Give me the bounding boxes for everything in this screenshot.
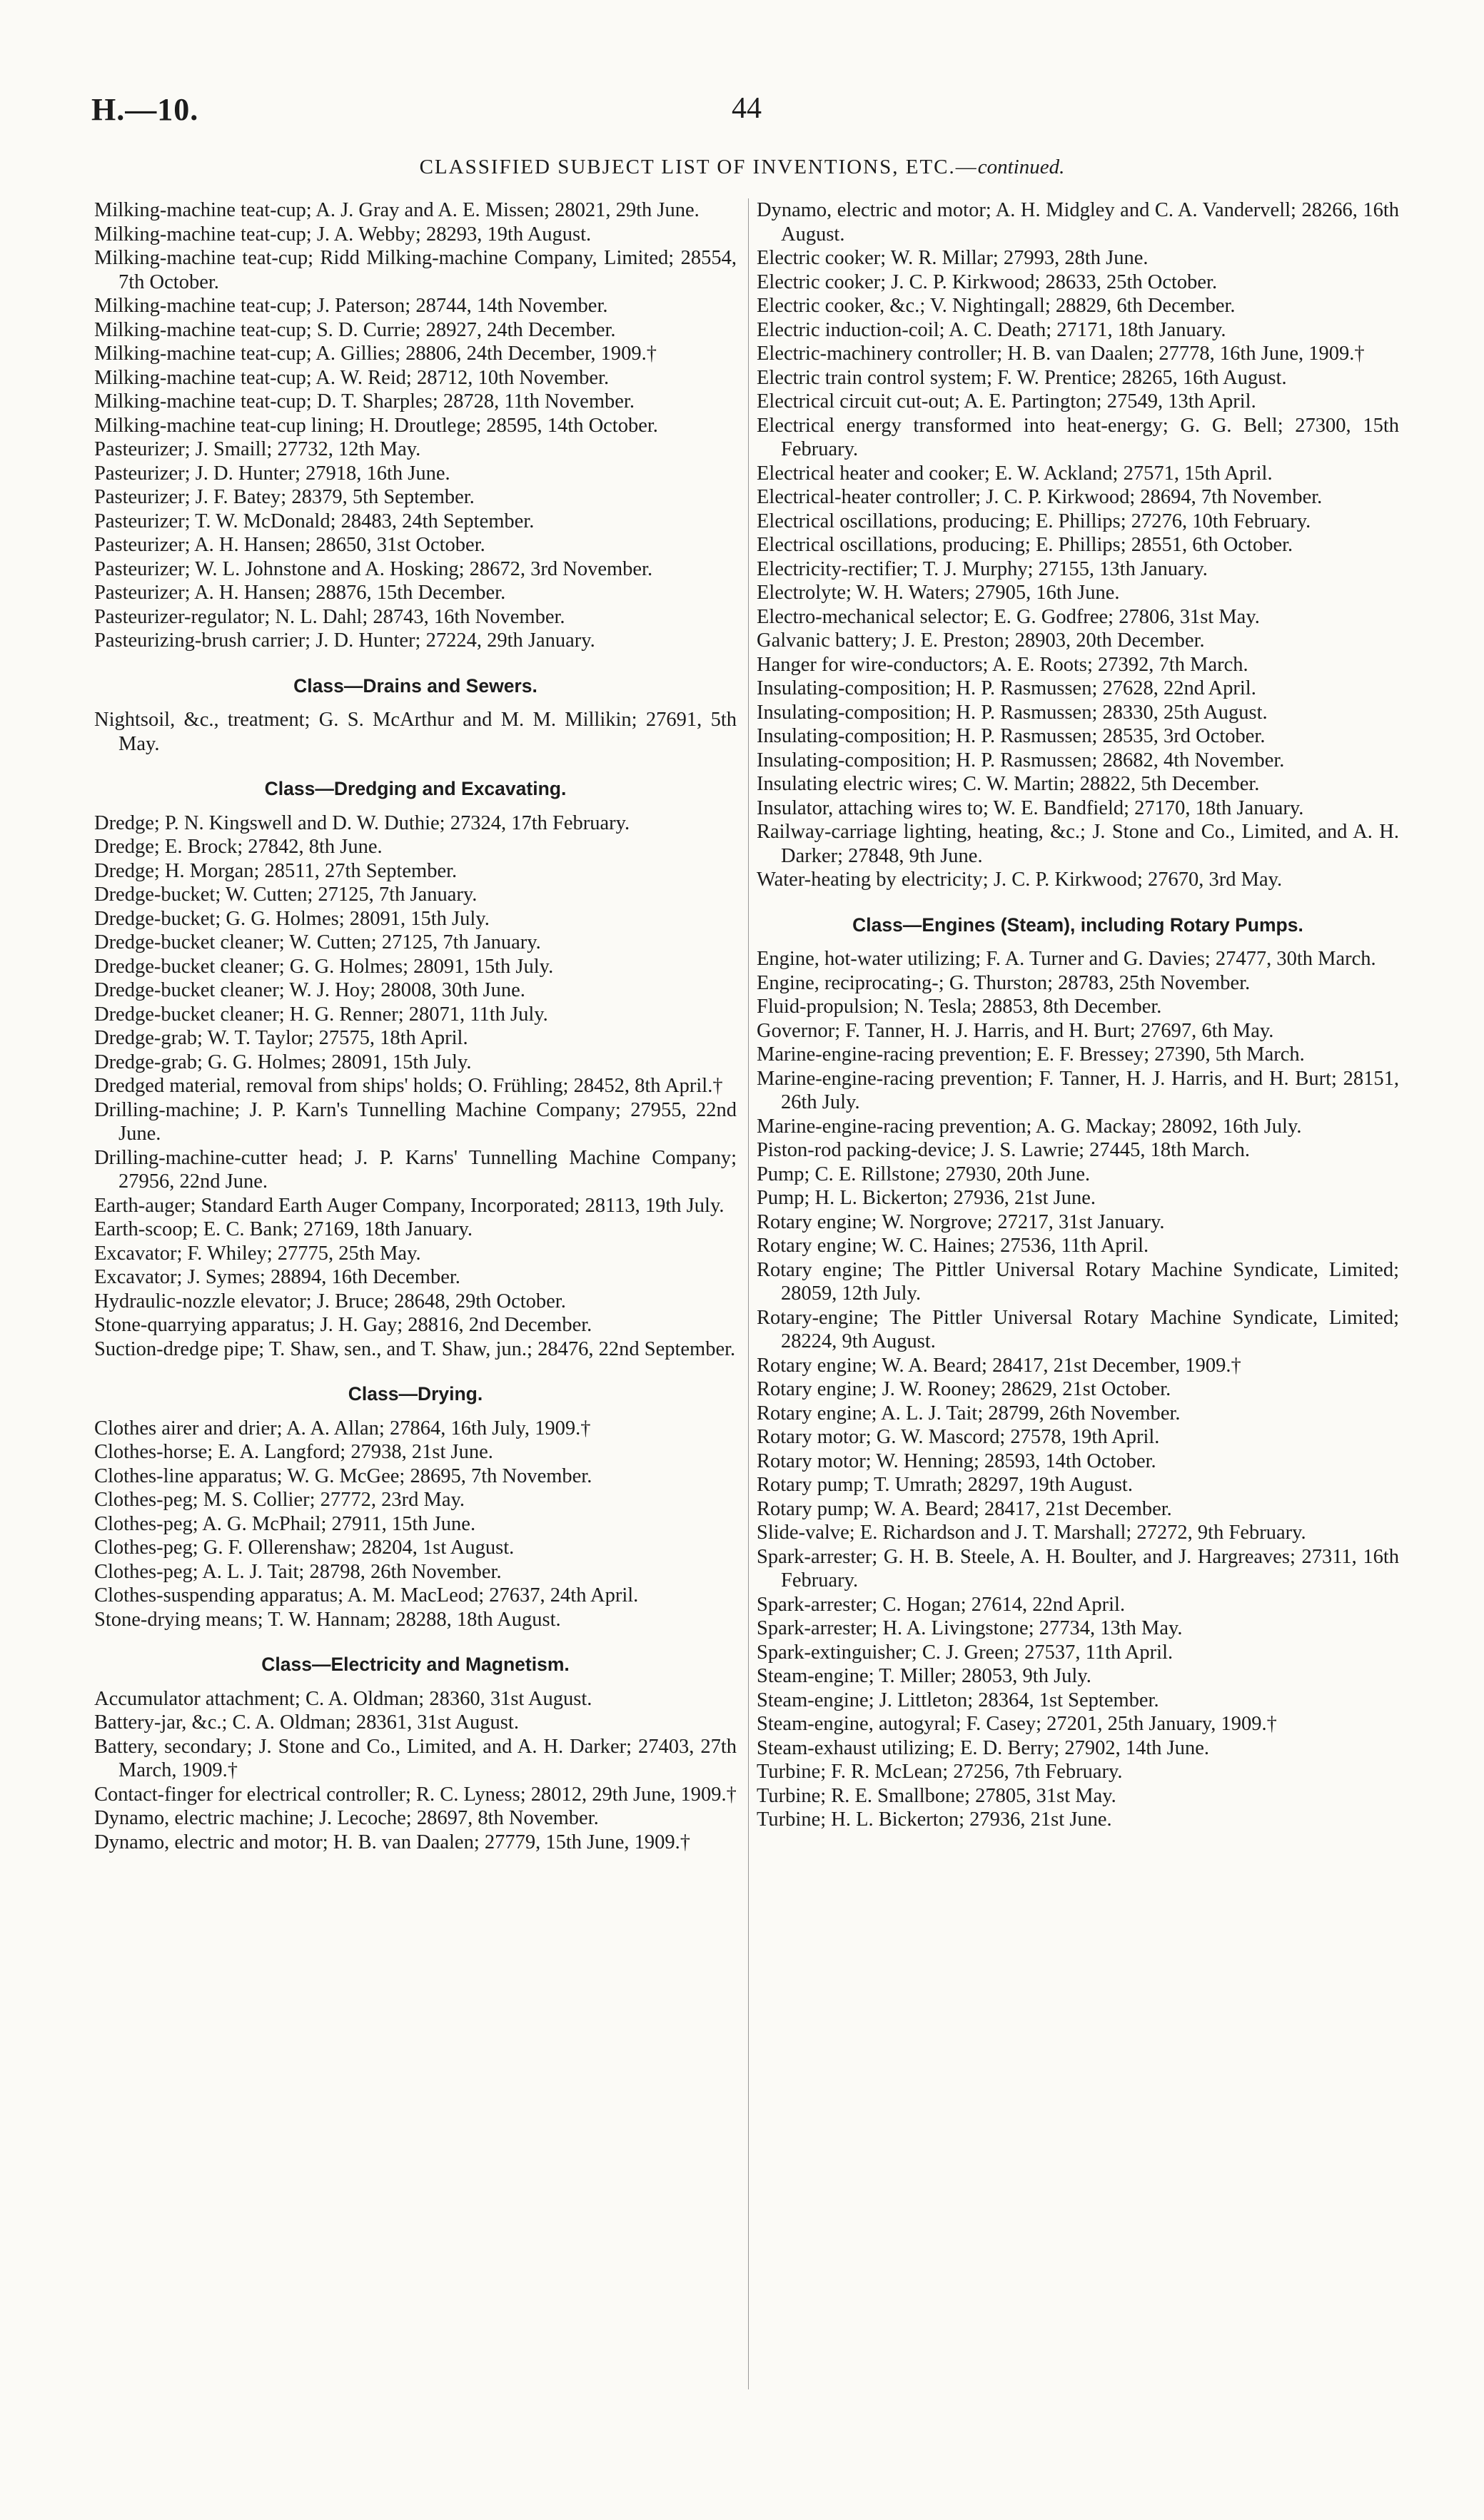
invention-entry: Water-heating by electricity; J. C. P. Kirkwood; 27670, 3rd May. [757,869,1283,891]
invention-entry: Accumulator attachment; C. A. Oldman; 28360, 31st August. [94,1687,592,1710]
invention-entry: Clothes-suspending apparatus; A. M. MacLeod; 27637, 24th April. [94,1584,639,1606]
class-heading: Class—Drying. [348,1383,483,1405]
invention-entry: Dredge-bucket cleaner; H. G. Renner; 28071, 11th July. [94,1003,548,1026]
invention-entry: Clothes-line apparatus; W. G. McGee; 28695, 7th November. [94,1464,592,1487]
invention-entry: Suction-dredge pipe; T. Shaw, sen., and T. Shaw, jun.; 28476, 22nd September. [94,1337,736,1360]
invention-entry: Engine, hot-water utilizing; F. A. Turner and G. Davies; 27477, 30th March. [757,948,1376,970]
invention-entry: Contact-finger for electrical controller; R. C. Lyness; 28012, 29th June, 1909.† [94,1783,737,1806]
invention-entry: Pasteurizing-brush carrier; J. D. Hunter; 27224, 29th January. [94,629,595,652]
invention-entry: Rotary engine; J. W. Rooney; 28629, 21st October. [757,1378,1171,1400]
invention-entry: Pump; H. L. Bickerton; 27936, 21st June. [757,1187,1096,1209]
invention-entry: Milking-machine teat-cup lining; H. Droutlege; 28595, 14th October. [94,414,658,437]
invention-entry: Steam-engine, autogyral; F. Casey; 27201, 25th January, 1909.† [757,1713,1277,1735]
invention-entry: Turbine; R. E. Smallbone; 27805, 31st May. [757,1784,1116,1807]
invention-entry: Drilling-machine; J. P. Karn's Tunnelling Machine Company; 27955, 22nd June. [94,1098,737,1145]
invention-entry: Dredge-grab; G. G. Holmes; 28091, 15th July. [94,1051,472,1073]
class-heading: Class—Electricity and Magnetism. [261,1654,570,1675]
invention-entry: Slide-valve; E. Richardson and J. T. Marshall; 27272, 9th February. [757,1522,1306,1544]
invention-entry: Marine-engine-racing prevention; E. F. Bressey; 27390, 5th March. [757,1043,1305,1066]
invention-entry: Electric cooker; W. R. Millar; 27993, 28th June. [757,247,1149,269]
invention-entry: Dynamo, electric and motor; H. B. van Daalen; 27779, 15th June, 1909.† [94,1831,691,1853]
invention-entry: Electricity-rectifier; T. J. Murphy; 27155, 13th January. [757,557,1208,580]
invention-entry: Nightsoil, &c., treatment; G. S. McArthur and M. M. Millikin; 27691, 5th May. [94,709,737,755]
invention-entry: Spark-arrester; C. Hogan; 27614, 22nd April. [757,1593,1126,1616]
invention-entry: Electrolyte; W. H. Waters; 27905, 16th June. [757,582,1120,604]
invention-entry: Battery, secondary; J. Stone and Co., Limited, and A. H. Darker; 27403, 27th March, 1909.† [94,1735,737,1781]
invention-entry: Dynamo, electric machine; J. Lecoche; 28697, 8th November. [94,1807,599,1829]
invention-entry: Rotary engine; W. Norgrove; 27217, 31st January. [757,1210,1165,1233]
invention-entry: Hanger for wire-conductors; A. E. Roots; 27392, 7th March. [757,653,1248,676]
invention-entry: Stone-drying means; T. W. Hannam; 28288, 18th August. [94,1608,561,1631]
title-continued: continued. [977,156,1065,178]
invention-entry: Clothes-peg; G. F. Ollerenshaw; 28204, 1st August. [94,1537,515,1559]
invention-entry: Milking-machine teat-cup; J. A. Webby; 28293, 19th August. [94,223,592,246]
invention-entry: Milking-machine teat-cup; S. D. Currie; 28927, 24th December. [94,318,616,341]
invention-entry: Turbine; F. R. McLean; 27256, 7th February. [757,1761,1123,1783]
invention-entry: Clothes airer and drier; A. A. Allan; 27864, 16th July, 1909.† [94,1417,591,1439]
page-header [0,86,1484,143]
invention-entry: Insulating-composition; H. P. Rasmussen; 28682, 4th November. [757,749,1285,771]
invention-entry: Excavator; F. Whiley; 27775, 25th May. [94,1242,421,1265]
class-heading: Class—Engines (Steam), including Rotary Pumps. [852,914,1303,936]
invention-entry: Pasteurizer; J. D. Hunter; 27918, 16th June. [94,462,450,485]
invention-entry: Fluid-propulsion; N. Tesla; 28853, 8th December. [757,996,1162,1018]
invention-entry: Marine-engine-racing prevention; A. G. Mackay; 28092, 16th July. [757,1115,1302,1138]
invention-entry: Clothes-peg; A. G. McPhail; 27911, 15th June. [94,1512,476,1535]
invention-entry: Spark-arrester; H. A. Livingstone; 27734, 13th May. [757,1617,1183,1639]
invention-entry: Insulating-composition; H. P. Rasmussen; 28330, 25th August. [757,701,1268,724]
invention-entry: Dredge-bucket; W. Cutten; 27125, 7th January. [94,884,478,906]
invention-entry: Spark-arrester; G. H. B. Steele, A. H. Boulter, and J. Hargreaves; 27311, 16th February. [757,1545,1399,1592]
invention-entry: Electrical heater and cooker; E. W. Ackland; 27571, 15th April. [757,462,1273,485]
invention-entry: Pasteurizer-regulator; N. L. Dahl; 28743, 16th November. [94,605,565,628]
invention-entry: Dredge; E. Brock; 27842, 8th June. [94,836,383,858]
class-heading: Class—Drains and Sewers. [293,674,537,697]
invention-entry: Rotary engine; W. A. Beard; 28417, 21st December, 1909.† [757,1354,1241,1377]
invention-entry: Rotary pump; T. Umrath; 28297, 19th August. [757,1474,1133,1496]
invention-entry: Stone-quarrying apparatus; J. H. Gay; 28816, 2nd December. [94,1314,592,1336]
invention-entry: Electro-mechanical selector; E. G. Godfree; 27806, 31st May. [757,605,1260,628]
invention-entry: Governor; F. Tanner, H. J. Harris, and H. Burt; 27697, 6th May. [757,1019,1274,1042]
invention-entry: Pasteurizer; J. F. Batey; 28379, 5th September. [94,486,475,508]
page-number: 44 [732,92,762,125]
invention-entry: Pasteurizer; A. H. Hansen; 28876, 15th December. [94,582,506,604]
invention-entry: Piston-rod packing-device; J. S. Lawrie; 27445, 18th March. [757,1139,1250,1161]
class-heading: Class—Dredging and Excavating. [264,778,567,799]
invention-entry: Dredge; H. Morgan; 28511, 27th September. [94,859,458,882]
invention-entry: Electric cooker; J. C. P. Kirkwood; 28633, 25th October. [757,270,1218,293]
page-title [0,156,1484,179]
right-column [757,198,1399,1832]
title-text: CLASSIFIED SUBJECT LIST OF INVENTIONS, ETC.— [419,156,978,178]
invention-entry: Spark-extinguisher; C. J. Green; 27537, 11th April. [757,1641,1173,1664]
invention-entry: Electrical-heater controller; J. C. P. Kirkwood; 28694, 7th November. [757,486,1323,508]
invention-entry: Rotary engine; W. C. Haines; 27536, 11th April. [757,1235,1149,1257]
invention-entry: Pasteurizer; T. W. McDonald; 28483, 24th September. [94,510,535,532]
invention-entry: Insulating-composition; H. P. Rasmussen; 28535, 3rd October. [757,725,1266,747]
document-reference: H.—10. [91,92,199,127]
invention-entry: Marine-engine-racing prevention; F. Tanner, H. J. Harris, and H. Burt; 28151, 26th July. [757,1067,1399,1113]
invention-entry: Dredge-bucket cleaner; W. J. Hoy; 28008, 30th June. [94,979,525,1001]
invention-entry: Steam-exhaust utilizing; E. D. Berry; 27902, 14th June. [757,1736,1210,1759]
invention-entry: Electrical oscillations, producing; E. Phillips; 28551, 6th October. [757,534,1293,556]
invention-entry: Insulating electric wires; C. W. Martin; 28822, 5th December. [757,773,1260,795]
invention-entry: Dredge-bucket cleaner; G. G. Holmes; 28091, 15th July. [94,955,554,978]
invention-entry: Hydraulic-nozzle elevator; J. Bruce; 28648, 29th October. [94,1290,566,1312]
invention-entry: Excavator; J. Symes; 28894, 16th December. [94,1266,460,1288]
invention-entry: Dredge-bucket; G. G. Holmes; 28091, 15th July. [94,907,490,930]
invention-entry: Engine, reciprocating-; G. Thurston; 28783, 25th November. [757,971,1251,994]
invention-entry: Rotary engine; The Pittler Universal Rotary Machine Syndicate, Limited; 28059, 12th July. [757,1258,1399,1305]
invention-entry: Rotary motor; W. Henning; 28593, 14th October. [757,1449,1156,1472]
invention-entry: Clothes-horse; E. A. Langford; 27938, 21st June. [94,1441,493,1463]
invention-entry: Pasteurizer; W. L. Johnstone and A. Hosking; 28672, 3rd November. [94,557,653,580]
invention-entry: Steam-engine; T. Miller; 28053, 9th July. [757,1665,1091,1687]
invention-entry: Earth-scoop; E. C. Bank; 27169, 18th January. [94,1218,473,1240]
invention-entry: Electric-machinery controller; H. B. van Daalen; 27778, 16th June, 1909.† [757,343,1365,365]
invention-entry: Milking-machine teat-cup; A. Gillies; 28806, 24th December, 1909.† [94,343,657,365]
invention-entry: Pump; C. E. Rillstone; 27930, 20th June. [757,1163,1091,1185]
invention-entry: Electrical circuit cut-out; A. E. Partington; 27549, 13th April. [757,390,1256,413]
invention-entry: Clothes-peg; M. S. Collier; 27772, 23rd May. [94,1489,465,1511]
column-divider [748,198,749,2389]
invention-entry: Milking-machine teat-cup; D. T. Sharples; 28728, 11th November. [94,390,635,413]
invention-entry: Steam-engine; J. Littleton; 28364, 1st September. [757,1689,1159,1711]
invention-entry: Milking-machine teat-cup; A. W. Reid; 28712, 10th November. [94,366,610,389]
invention-entry: Railway-carriage lighting, heating, &c.; J. Stone and Co., Limited, and A. H. Darker; 27848, 9th June. [757,821,1399,867]
invention-entry: Galvanic battery; J. E. Preston; 28903, 20th December. [757,629,1205,652]
invention-entry: Electric cooker, &c.; V. Nightingall; 28829, 6th December. [757,295,1236,317]
invention-entry: Dredge-bucket cleaner; W. Cutten; 27125, 7th January. [94,931,541,953]
invention-entry: Insulator, attaching wires to; W. E. Bandfield; 27170, 18th January. [757,796,1304,819]
invention-entry: Earth-auger; Standard Earth Auger Company, Incorporated; 28113, 19th July. [94,1194,725,1217]
invention-entry: Rotary engine; A. L. J. Tait; 28799, 26th November. [757,1402,1181,1425]
invention-entry: Dredge-grab; W. T. Taylor; 27575, 18th April. [94,1027,468,1049]
invention-entry: Milking-machine teat-cup; A. J. Gray and A. E. Missen; 28021, 29th June. [94,199,700,221]
invention-entry: Electric induction-coil; A. C. Death; 27171, 18th January. [757,318,1226,341]
invention-entry: Pasteurizer; A. H. Hansen; 28650, 31st October. [94,534,485,556]
invention-entry: Milking-machine teat-cup; J. Paterson; 28744, 14th November. [94,295,608,317]
invention-entry: Electric train control system; F. W. Prentice; 28265, 16th August. [757,366,1287,389]
invention-entry: Turbine; H. L. Bickerton; 27936, 21st June. [757,1808,1112,1831]
invention-entry: Drilling-machine-cutter head; J. P. Karns' Tunnelling Machine Company; 27956, 22nd June. [94,1146,737,1193]
left-column [94,198,737,1854]
invention-entry: Clothes-peg; A. L. J. Tait; 28798, 26th November. [94,1560,502,1583]
invention-entry: Rotary pump; W. A. Beard; 28417, 21st December. [757,1497,1172,1520]
invention-entry: Dredge; P. N. Kingswell and D. W. Duthie; 27324, 17th February. [94,811,630,834]
invention-entry: Rotary motor; G. W. Mascord; 27578, 19th April. [757,1426,1160,1448]
invention-entry: Pasteurizer; J. Smaill; 27732, 12th May. [94,438,421,460]
invention-entry: Milking-machine teat-cup; Ridd Milking-machine Company, Limited; 28554, 7th October. [94,247,737,293]
invention-entry: Electrical energy transformed into heat-energy; G. G. Bell; 27300, 15th February. [757,414,1399,460]
invention-entry: Dredged material, removal from ships' holds; O. Frühling; 28452, 8th April.† [94,1075,723,1097]
invention-entry: Insulating-composition; H. P. Rasmussen; 27628, 22nd April. [757,677,1256,699]
invention-entry: Battery-jar, &c.; C. A. Oldman; 28361, 31st August. [94,1711,519,1734]
invention-entry: Rotary-engine; The Pittler Universal Rotary Machine Syndicate, Limited; 28224, 9th August. [757,1306,1399,1352]
invention-entry: Dynamo, electric and motor; A. H. Midgley and C. A. Vandervell; 28266, 16th August. [757,199,1399,246]
invention-entry: Electrical oscillations, producing; E. Phillips; 27276, 10th February. [757,510,1311,532]
